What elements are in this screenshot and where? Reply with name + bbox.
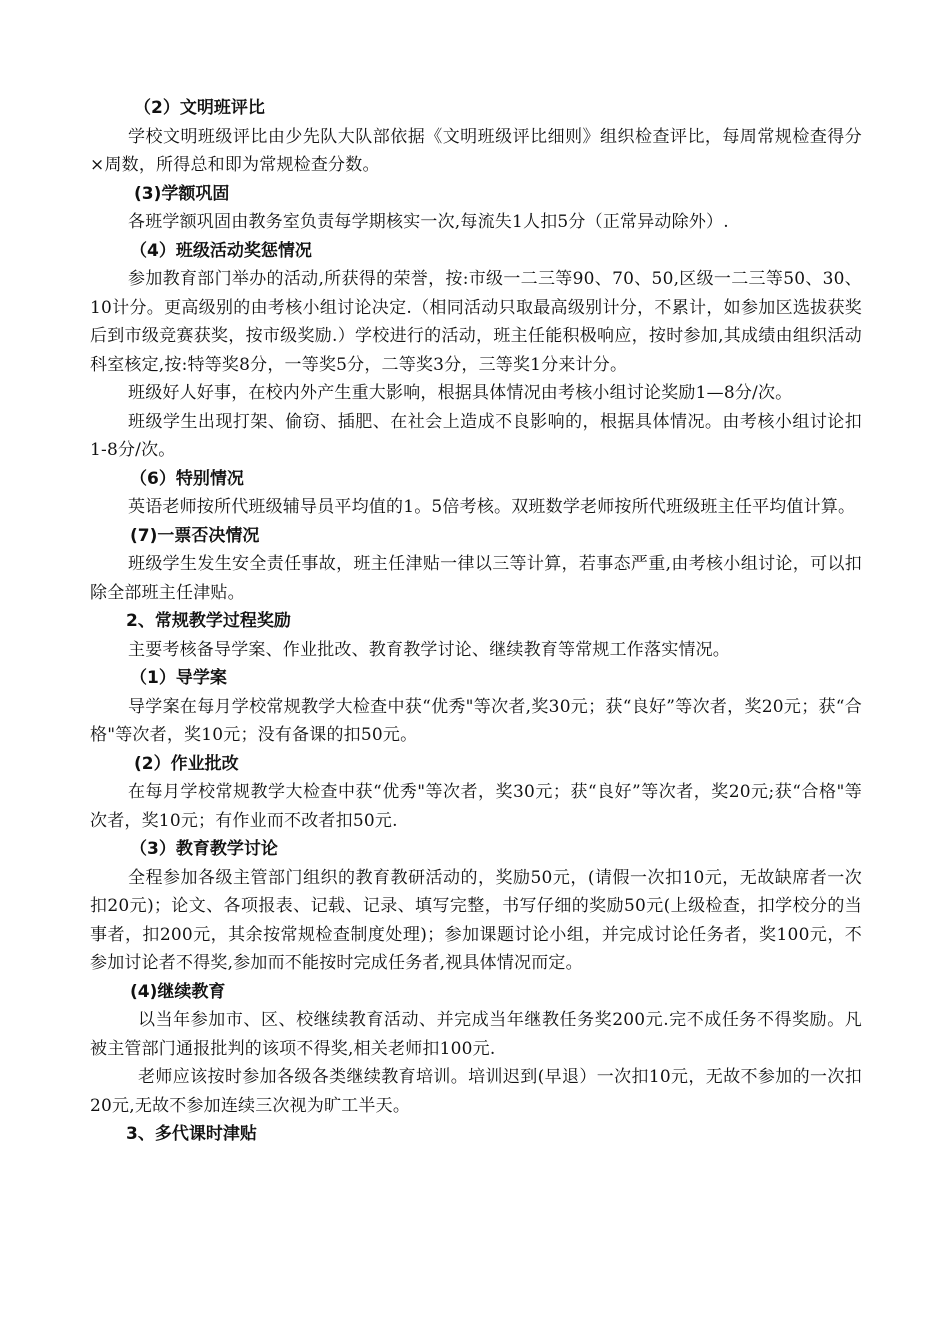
paragraph-teaching-discussion: 全程参加各级主管部门组织的教育教研活动的，奖励50元，(请假一次扣10元，无故缺席者一次扣20元)；论文、各项报表、记载、记录、填写完整，书写仔细的奖励50元(上级检查，扣学校分的当事者，扣200元，其余按常规检查制度处理)；参加课题讨论小组，并完成讨论任务者，奖100元，不参加讨论者不得奖,参加而不能按时完成任务者,视具体情况而定。 [90, 867, 862, 973]
paragraph-enrollment: 各班学额巩固由教务室负责每学期核实一次,每流失1人扣5分（正常异动除外）. [128, 212, 729, 232]
section-heading-study-guide: （1）导学案 [130, 668, 227, 688]
paragraph-continuing-education-reward: 以当年参加市、区、校继续教育活动、并完成当年继教任务奖200元.完不成任务不得奖励。凡被主管部门通报批判的该项不得奖,相关老师扣100元. [90, 1010, 862, 1059]
section-heading-extra-class-allowance: 3、多代课时津贴 [126, 1124, 257, 1144]
section-heading-continuing-education: (4)继续教育 [130, 981, 226, 1002]
section-heading-teaching-rewards: 2、常规教学过程奖励 [126, 611, 291, 631]
paragraph-teaching-rewards: 主要考核备导学案、作业批改、教育教学讨论、继续教育等常规工作落实情况。 [128, 639, 730, 660]
section-heading-teaching-discussion: （3）教育教学讨论 [130, 839, 278, 859]
paragraph-veto: 班级学生发生安全责任事故，班主任津贴一律以三等计算，若事态严重,由考核小组讨论，可以扣除全部班主任津贴。 [90, 554, 862, 603]
paragraph-civilized-class: 学校文明班级评比由少先队大队部依据《文明班级评比细则》组织检查评比，每周常规检查得分×周数，所得总和即为常规检查分数。 [90, 126, 862, 175]
section-heading-veto: (7)一票否决情况 [130, 525, 260, 546]
section-heading-civilized-class: （2）文明班评比 [134, 98, 265, 118]
paragraph-continuing-education-training: 老师应该按时参加各级各类继续教育培训。培训迟到(早退）一次扣10元，无故不参加的一次扣20元,无故不参加连续三次视为旷工半天。 [90, 1067, 862, 1116]
paragraph-good-deeds: 班级好人好事，在校内外产生重大影响，根据具体情况由考核小组讨论奖励1—8分/次。 [128, 383, 793, 403]
paragraph-study-guide: 导学案在每月学校常规教学大检查中获“优秀"等次者,奖30元；获“良好”等次者，奖20元；获“合格"等次者，奖10元；没有备课的扣50元。 [90, 696, 862, 745]
paragraph-special-cases: 英语老师按所代班级辅导员平均值的1。5倍考核。双班数学老师按所代班级班主任平均值计算。 [128, 497, 856, 517]
section-heading-enrollment: (3)学额巩固 [134, 183, 230, 204]
section-heading-class-activities: （4）班级活动奖惩情况 [130, 240, 312, 261]
paragraph-homework: 在每月学校常规教学大检查中获“优秀"等次者，奖30元；获“良好”等次者，奖20元;获“合格"等次者，奖10元；有作业而不改者扣50元. [90, 782, 862, 831]
paragraph-misconduct: 班级学生出现打架、偷窃、插肥、在社会上造成不良影响的，根据具体情况。由考核小组讨论扣1-8分/次。 [90, 411, 862, 460]
document-body [90, 94, 862, 1149]
section-heading-homework: (2）作业批改 [134, 753, 239, 774]
paragraph-class-activities-awards: 参加教育部门举办的活动,所获得的荣誉，按:市级一二三等90、70、50,区级一二三等50、30、10计分。更高级别的由考核小组讨论决定.（相同活动只取最高级别计分，不累计，如参加区选拔获奖后到市级竞赛获奖，按市级奖励.）学校进行的活动，班主任能积极响应，按时参加,其成绩由组织活动科室核定,按:特等奖8分，一等奖5分，二等奖3分，三等奖1分来计分。 [90, 269, 862, 375]
section-heading-special-cases: （6）特别情况 [130, 468, 244, 489]
